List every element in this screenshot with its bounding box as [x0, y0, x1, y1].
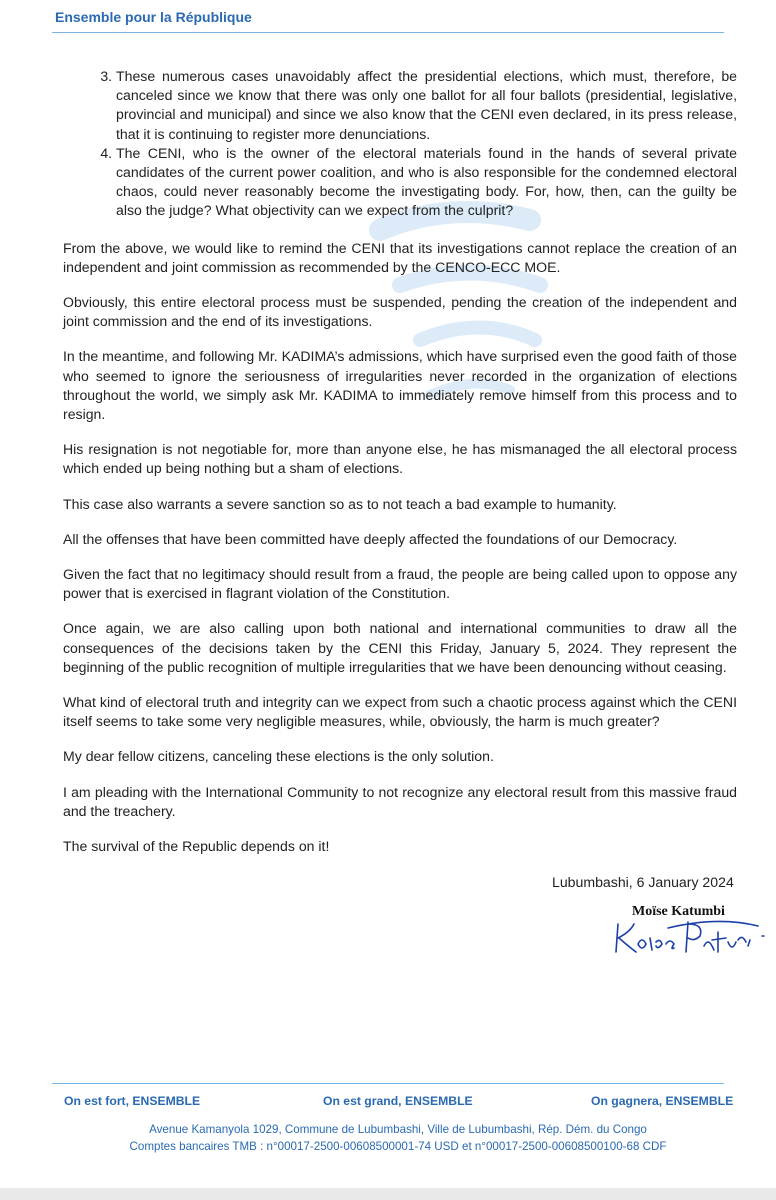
slogan-strong: On est fort, ENSEMBLE	[64, 1094, 201, 1108]
numbered-list	[63, 67, 737, 221]
footer-divider	[52, 1083, 724, 1084]
paragraph: Given the fact that no legitimacy should result from a fraud, the people are being called upon to oppose any power that is exercised in flagrant violation of the Constitution.	[63, 566, 737, 602]
signatory-name: Moïse Katumbi	[632, 904, 725, 919]
header-divider	[52, 32, 724, 33]
footer-address: Avenue Kamanyola 1029, Commune de Lubumbashi, Ville de Lubumbashi, Rép. Dém. du Congo	[149, 1123, 647, 1136]
handwritten-signature-icon	[608, 912, 774, 960]
slogan-win: On gagnera, ENSEMBLE	[591, 1094, 734, 1108]
paragraph: His resignation is not negotiable for, more than anyone else, he has mismanaged the all electoral process which ended up being nothing but a sham of elections.	[63, 441, 737, 477]
party-name-header: Ensemble pour la République	[55, 9, 252, 25]
paragraph: In the meantime, and following Mr. KADIMA’s admissions, which have surprised even the good faith of those who seemed to ignore the seriousness of irregularities never recorded in the organization of elections throughout the world, we simply ask Mr. KADIMA to immediately remove himself from this process and to resign.	[63, 348, 737, 423]
paragraph: I am pleading with the International Community to not recognize any electoral result from this massive fraud and the treachery.	[63, 783, 737, 819]
list-item-text: The CENI, who is the owner of the electoral materials found in the hands of several private candidates of the current power coalition, and who is also responsible for the condemned electoral chaos, could never reasonably become the investigating body. For, how, then, can the guilty be also the judge? What objectivity can we expect from the culprit?	[116, 144, 737, 219]
paragraph: The survival of the Republic depends on it!	[63, 838, 330, 855]
list-item-text: These numerous cases unavoidably affect the presidential elections, which must, therefore, be canceled since we know that there was only one ballot for all four ballots (presidential, legislative, provincial and municipal) and since we also know that the CENI even declared, in its press release, that it is continuing to register more denunciations.	[116, 68, 737, 142]
paragraph: From the above, we would like to remind the CENI that its investigations cannot replace the creation of an independent and joint commission as recommended by the CENCO-ECC MOE.	[63, 239, 737, 275]
place-and-date: Lubumbashi, 6 January 2024	[552, 874, 734, 890]
letter-body	[63, 67, 737, 856]
paragraph: All the offenses that have been committed have deeply affected the foundations of our Democracy.	[63, 530, 678, 547]
list-item	[116, 67, 737, 144]
paragraph: What kind of electoral truth and integrity can we expect from such a chaotic process against which the CENI itself seems to take some very negligible measures, while, obviously, the harm is much greater?	[63, 694, 737, 730]
paragraph: Once again, we are also calling upon both national and international communities to draw all the consequences of the decisions taken by the CENI this Friday, January 5, 2024. They represent the beginning of the public recognition of multiple irregularities that we have been denouncing without ceasing.	[63, 620, 737, 675]
page-bottom-edge	[0, 1188, 776, 1200]
list-item	[116, 144, 737, 221]
paragraph: Obviously, this entire electoral process must be suspended, pending the creation of the independent and joint commission and the end of its investigations.	[63, 294, 737, 330]
paragraph: This case also warrants a severe sanction so as to not teach a bad example to humanity.	[63, 495, 617, 512]
paragraph: My dear fellow citizens, canceling these elections is the only solution.	[63, 748, 494, 765]
footer-bank-accounts: Comptes bancaires TMB : n°00017-2500-00608500001-74 USD et n°00017-2500-00608500100-68 CDF	[129, 1140, 667, 1153]
slogan-great: On est grand, ENSEMBLE	[323, 1094, 473, 1108]
